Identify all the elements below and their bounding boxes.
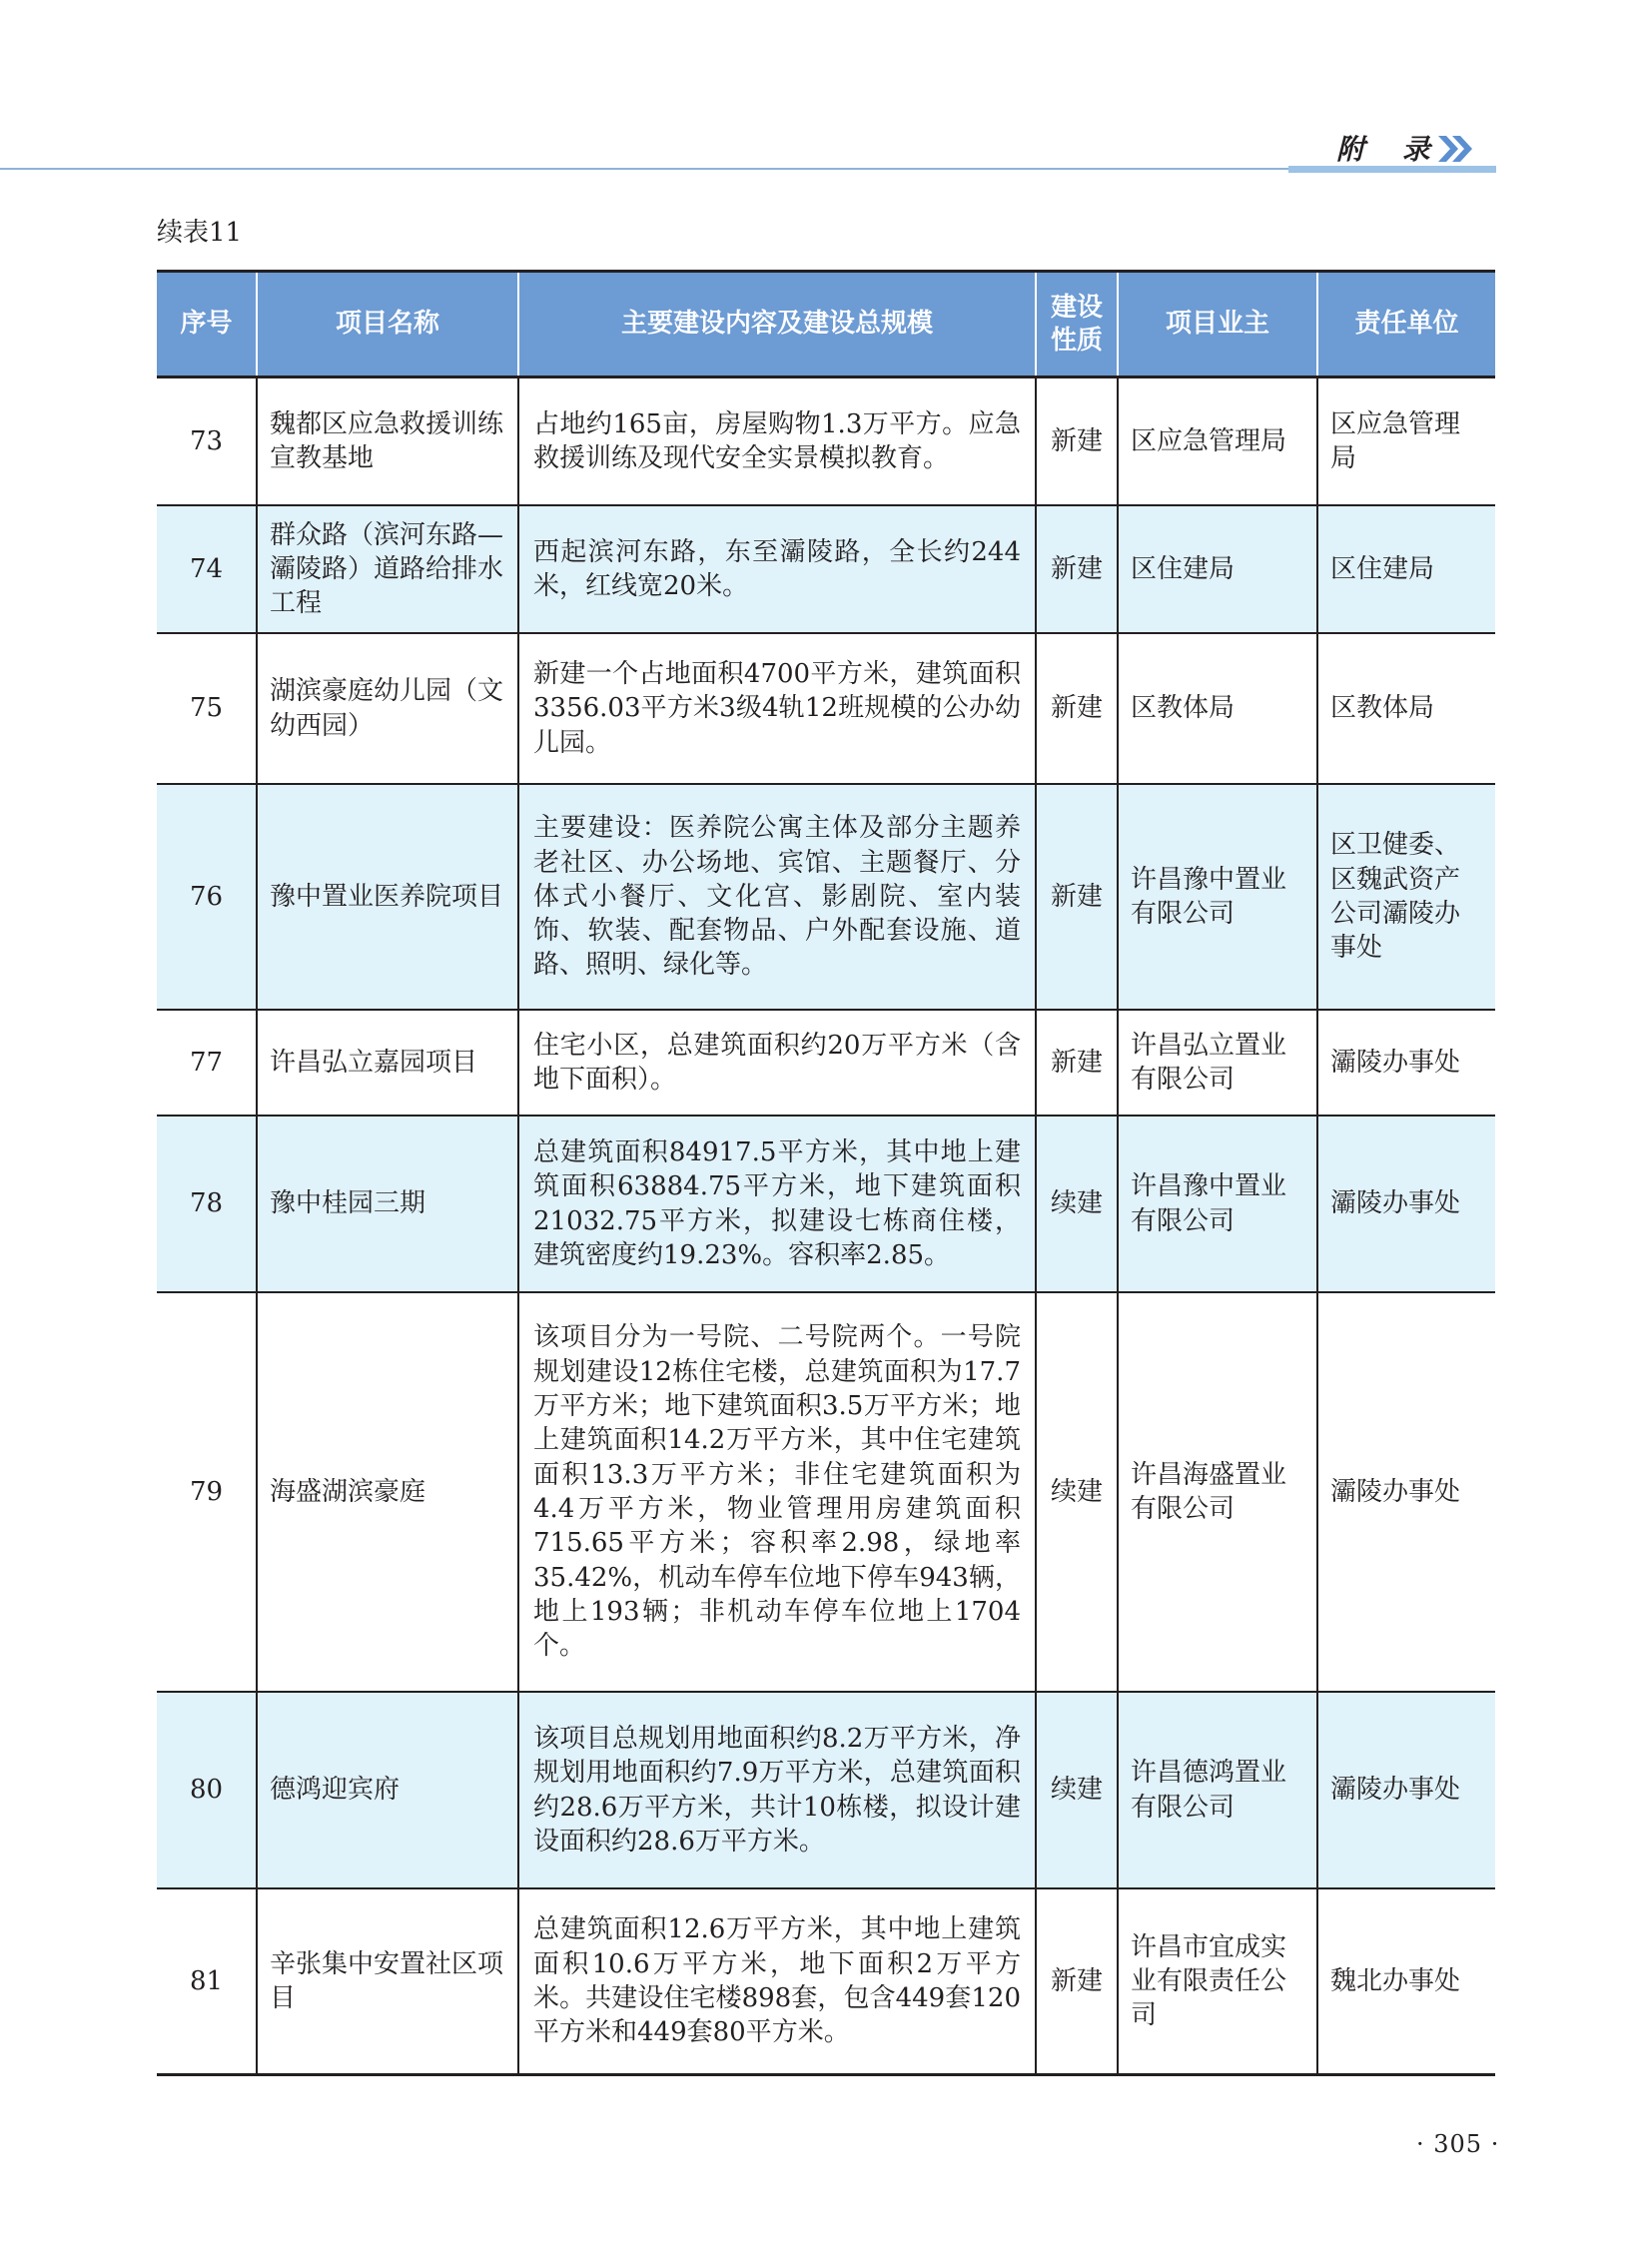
cell-name: 豫中置业医养院项目: [257, 784, 518, 1010]
section-title: 附 录: [1336, 133, 1444, 166]
cell-content: 新建一个占地面积4700平方米，建筑面积3356.03平方米3级4轨12班规模的公办幼儿园。: [518, 633, 1036, 784]
cell-no: 78: [157, 1116, 257, 1292]
cell-owner: 许昌德鸿置业有限公司: [1118, 1692, 1317, 1888]
cell-type: 续建: [1036, 1292, 1118, 1692]
table-row: [157, 1692, 1495, 1888]
cell-unit: 灞陵办事处: [1317, 1692, 1495, 1888]
cell-content: 该项目总规划用地面积约8.2万平方米，净规划用地面积约7.9万平方米，总建筑面积约28.6万平方米，共计10栋楼，拟设计建设面积约28.6万平方米。: [518, 1692, 1036, 1888]
cell-unit: 魏北办事处: [1317, 1888, 1495, 2075]
cell-owner: 许昌海盛置业有限公司: [1118, 1292, 1317, 1692]
page-number: · 305 ·: [1416, 2130, 1500, 2158]
cell-no: 74: [157, 505, 257, 633]
cell-type: 续建: [1036, 1692, 1118, 1888]
cell-type: 新建: [1036, 633, 1118, 784]
cell-name: 海盛湖滨豪庭: [257, 1292, 518, 1692]
table-row: [157, 1888, 1495, 2075]
cell-type: 续建: [1036, 1116, 1118, 1292]
page-header-rule: [0, 168, 1288, 170]
cell-unit: 灞陵办事处: [1317, 1116, 1495, 1292]
cell-no: 75: [157, 633, 257, 784]
cell-name: 许昌弘立嘉园项目: [257, 1010, 518, 1116]
cell-owner: 许昌豫中置业有限公司: [1118, 1116, 1317, 1292]
cell-unit: 区卫健委、区魏武资产公司灞陵办事处: [1317, 784, 1495, 1010]
header-no: 序号: [157, 272, 257, 377]
cell-unit: 灞陵办事处: [1317, 1292, 1495, 1692]
cell-type: 新建: [1036, 377, 1118, 506]
cell-owner: 许昌豫中置业有限公司: [1118, 784, 1317, 1010]
cell-name: 辛张集中安置社区项目: [257, 1888, 518, 2075]
cell-content: 主要建设：医养院公寓主体及部分主题养老社区、办公场地、宾馆、主题餐厅、分体式小餐厅、文化宫、影剧院、室内装饰、软装、配套物品、户外配套设施、道路、照明、绿化等。: [518, 784, 1036, 1010]
cell-name: 豫中桂园三期: [257, 1116, 518, 1292]
header-content: 主要建设内容及建设总规模: [518, 272, 1036, 377]
double-chevron-right-icon: [1438, 136, 1474, 162]
table-row: [157, 1010, 1495, 1116]
cell-no: 77: [157, 1010, 257, 1116]
cell-owner: 区住建局: [1118, 505, 1317, 633]
cell-content: 西起滨河东路，东至灞陵路，全长约244米，红线宽20米。: [518, 505, 1036, 633]
cell-content: 占地约165亩，房屋购物1.3万平方。应急救援训练及现代安全实景模拟教育。: [518, 377, 1036, 506]
table-row: [157, 784, 1495, 1010]
header-name: 项目名称: [257, 272, 518, 377]
cell-content: 该项目分为一号院、二号院两个。一号院规划建设12栋住宅楼，总建筑面积为17.7万平方米；地下建筑面积3.5万平方米；地上建筑面积14.2万平方米，其中住宅建筑面积13.3万平方米；非住宅建筑面积为4.4万平方米，物业管理用房建筑面积715.65平方米；容积率2.98，绿地率35.42%，机动车停车位地下停车943辆，地上193辆；非机动车停车位地上1704个。: [518, 1292, 1036, 1692]
cell-no: 79: [157, 1292, 257, 1692]
cell-content: 总建筑面积84917.5平方米，其中地上建筑面积63884.75平方米，地下建筑面积21032.75平方米，拟建设七栋商住楼，建筑密度约19.23%。容积率2.85。: [518, 1116, 1036, 1292]
cell-unit: 区教体局: [1317, 633, 1495, 784]
cell-no: 76: [157, 784, 257, 1010]
table-row: [157, 377, 1495, 506]
cell-type: 新建: [1036, 505, 1118, 633]
table-row: [157, 1116, 1495, 1292]
cell-content: 总建筑面积12.6万平方米，其中地上建筑面积10.6万平方米，地下面积2万平方米。共建设住宅楼898套，包含449套120平方米和449套80平方米。: [518, 1888, 1036, 2075]
table-row: [157, 505, 1495, 633]
cell-no: 73: [157, 377, 257, 506]
cell-unit: 区住建局: [1317, 505, 1495, 633]
cell-name: 魏都区应急救援训练宣教基地: [257, 377, 518, 506]
cell-name: 德鸿迎宾府: [257, 1692, 518, 1888]
cell-name: 湖滨豪庭幼儿园（文幼西园）: [257, 633, 518, 784]
cell-unit: 灞陵办事处: [1317, 1010, 1495, 1116]
table-row: [157, 1292, 1495, 1692]
header-type: 建设性质: [1036, 272, 1118, 377]
project-table: [157, 270, 1495, 2076]
cell-no: 81: [157, 1888, 257, 2075]
table-row: [157, 633, 1495, 784]
header-unit: 责任单位: [1317, 272, 1495, 377]
cell-content: 住宅小区，总建筑面积约20万平方米（含地下面积）。: [518, 1010, 1036, 1116]
header-owner: 项目业主: [1118, 272, 1317, 377]
continued-table-label: 续表11: [157, 218, 243, 248]
cell-owner: 许昌弘立置业有限公司: [1118, 1010, 1317, 1116]
table-header-row: [157, 272, 1495, 377]
cell-type: 新建: [1036, 784, 1118, 1010]
cell-owner: 区教体局: [1118, 633, 1317, 784]
cell-type: 新建: [1036, 1888, 1118, 2075]
cell-owner: 许昌市宜成实业有限责任公司: [1118, 1888, 1317, 2075]
cell-name: 群众路（滨河东路—灞陵路）道路给排水工程: [257, 505, 518, 633]
cell-type: 新建: [1036, 1010, 1118, 1116]
cell-no: 80: [157, 1692, 257, 1888]
cell-owner: 区应急管理局: [1118, 377, 1317, 506]
cell-unit: 区应急管理局: [1317, 377, 1495, 506]
